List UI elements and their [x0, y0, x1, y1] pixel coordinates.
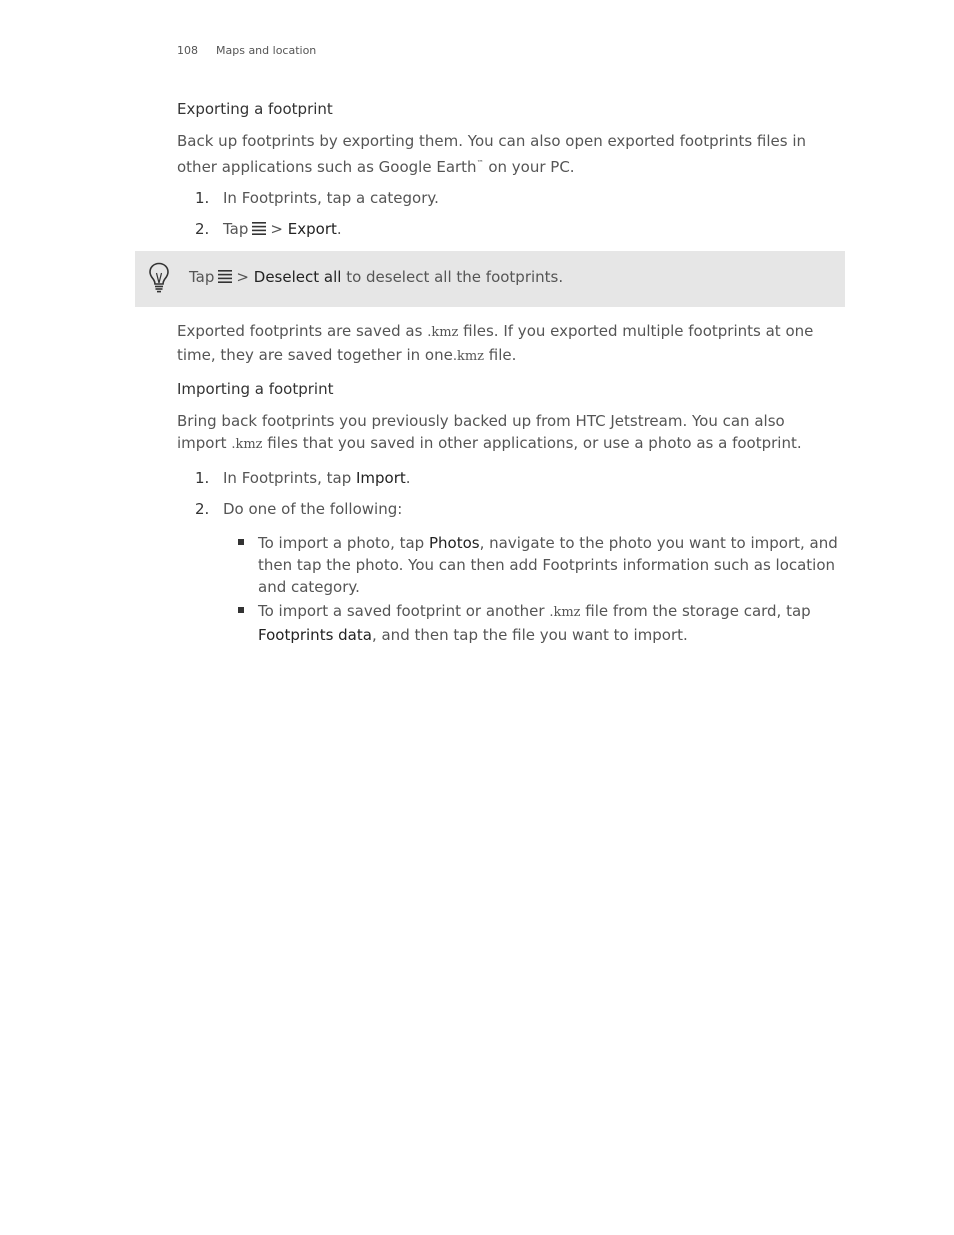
import-option-photo: To import a photo, tap Photos, navigate to the photo you want to import, and then tap the photo. You can then add Footprints information such as location and category.: [258, 534, 838, 596]
kmz-extension: .kmz: [452, 349, 485, 364]
menu-icon: [217, 269, 233, 285]
import-menu-item: Import: [356, 469, 406, 487]
bullet-marker: [238, 539, 244, 545]
kmz-extension: .kmz: [427, 325, 459, 340]
export-intro: Back up footprints by exporting them. You can also open exported footprints files in other applications such as Google Earth™ on your PC.: [177, 132, 807, 176]
saved-paragraph: Exported footprints are saved as .kmz files. If you exported multiple footprints at one time, they are saved together in one.kmz file.: [177, 322, 814, 364]
footprints-data-option: Footprints data: [258, 626, 372, 644]
deselect-all-menu-item: Deselect all: [253, 268, 342, 286]
lightbulb-icon: [148, 262, 170, 294]
tip-box: [135, 251, 845, 307]
page-header: [177, 44, 316, 57]
export-heading: Exporting a footprint: [177, 100, 333, 118]
kmz-extension: .kmz: [549, 605, 581, 620]
import-intro: Bring back footprints you previously backed up from HTC Jetstream. You can also import .kmz files that you saved in other applications, or use a photo as a footprint.: [177, 412, 802, 452]
export-menu-item: Export: [287, 220, 337, 238]
trademark-symbol: ™: [476, 159, 484, 167]
photos-option: Photos: [429, 534, 480, 552]
import-heading: Importing a footprint: [177, 380, 334, 398]
bullet-marker: [238, 607, 244, 613]
page-number: 108: [177, 44, 198, 57]
menu-icon: [251, 221, 267, 237]
kmz-extension: .kmz: [231, 437, 263, 452]
import-option-file: To import a saved footprint or another .kmz file from the storage card, tap Footprints data, and then tap the file you want to import.: [258, 602, 811, 644]
section-title: Maps and location: [216, 44, 317, 57]
tip-text: Tap > Deselect all to deselect all the footprints.: [189, 268, 564, 286]
